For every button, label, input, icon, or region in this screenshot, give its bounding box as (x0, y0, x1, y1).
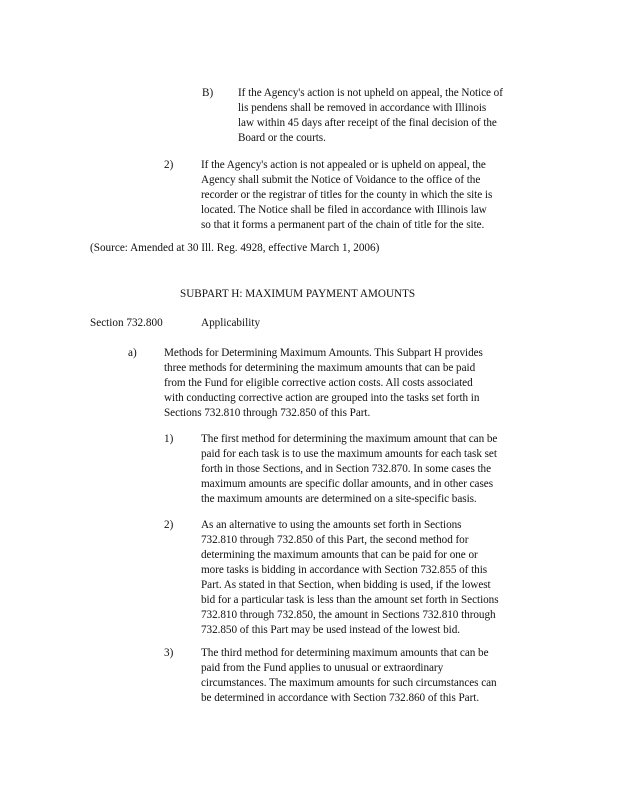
item-2b-text (201, 518, 499, 638)
text-line: lis pendens shall be removed in accordance with Illinois (238, 102, 487, 114)
text-line: from the Fund for eligible corrective action costs. All costs associated (164, 377, 473, 389)
text-line: As an alternative to using the amounts set forth in Sections (201, 519, 462, 531)
text-line: The first method for determining the maximum amount that can be (201, 433, 498, 445)
text-line: located. The Notice shall be filed in accordance with Illinois law (201, 204, 487, 216)
item-2b-label: 2) (164, 519, 174, 531)
text-line: so that it forms a permanent part of the chain of title for the site. (201, 219, 485, 231)
text-line: 732.850 of this Part may be used instead of the lowest bid. (201, 624, 460, 636)
text-line: paid for each task is to use the maximum amounts for each task set (201, 448, 497, 460)
subsection-a-label: a) (128, 347, 137, 359)
subpart-heading: SUBPART H: MAXIMUM PAYMENT AMOUNTS (180, 288, 416, 300)
item-3-text (201, 646, 497, 706)
text-line: the maximum amounts are determined on a site-specific basis. (201, 493, 477, 505)
item-1-label: 1) (164, 433, 174, 445)
item-3-label: 3) (164, 647, 174, 659)
text-line: circumstances. The maximum amounts for such circumstances can (201, 677, 497, 689)
text-line: paid from the Fund applies to unusual or extraordinary (201, 662, 444, 674)
source-note: (Source: Amended at 30 Ill. Reg. 4928, effective March 1, 2006) (90, 242, 380, 254)
section-title: Applicability (201, 317, 261, 329)
text-line: Agency shall submit the Notice of Voidance to the office of the (201, 174, 481, 186)
text-line: three methods for determining the maximum amounts that can be paid (164, 362, 476, 374)
text-line: maximum amounts are specific dollar amounts, and in other cases (201, 478, 493, 490)
text-line: Board or the courts. (238, 132, 326, 144)
text-line: more tasks is bidding in accordance with Section 732.855 of this (201, 564, 488, 576)
subsection-a-text (164, 346, 483, 421)
text-line: with conducting corrective action are grouped into the tasks set forth in (164, 392, 480, 404)
item-b-text (238, 86, 503, 146)
section-number: Section 732.800 (90, 317, 163, 329)
text-line: Sections 732.810 through 732.850 of this Part. (164, 407, 371, 419)
text-line: 732.810 through 732.850, the amount in Sections 732.810 through (201, 609, 496, 621)
item-2-label: 2) (164, 159, 174, 171)
text-line: Part. As stated in that Section, when bidding is used, if the lowest (201, 579, 491, 591)
text-line: be determined in accordance with Section 732.860 of this Part. (201, 692, 480, 704)
text-line: bid for a particular task is less than the amount set forth in Sections (201, 594, 499, 606)
text-line: forth in those Sections, and in Section 732.870. In some cases the (201, 463, 492, 475)
text-line: recorder or the registrar of titles for the county in which the site is (201, 189, 493, 201)
item-2-text (201, 158, 492, 233)
text-line: The third method for determining maximum amounts that can be (201, 647, 489, 659)
text-line: determining the maximum amounts that can be paid for one or (201, 549, 478, 561)
text-line: law within 45 days after receipt of the final decision of the (238, 117, 497, 129)
text-line: If the Agency's action is not upheld on appeal, the Notice of (238, 87, 503, 99)
item-1-text (201, 432, 497, 507)
text-line: 732.810 through 732.850 of this Part, the second method for (201, 534, 469, 546)
item-b-label: B) (202, 87, 214, 99)
text-line: If the Agency's action is not appealed or is upheld on appeal, the (201, 159, 486, 171)
text-line: Methods for Determining Maximum Amounts. This Subpart H provides (164, 347, 483, 359)
